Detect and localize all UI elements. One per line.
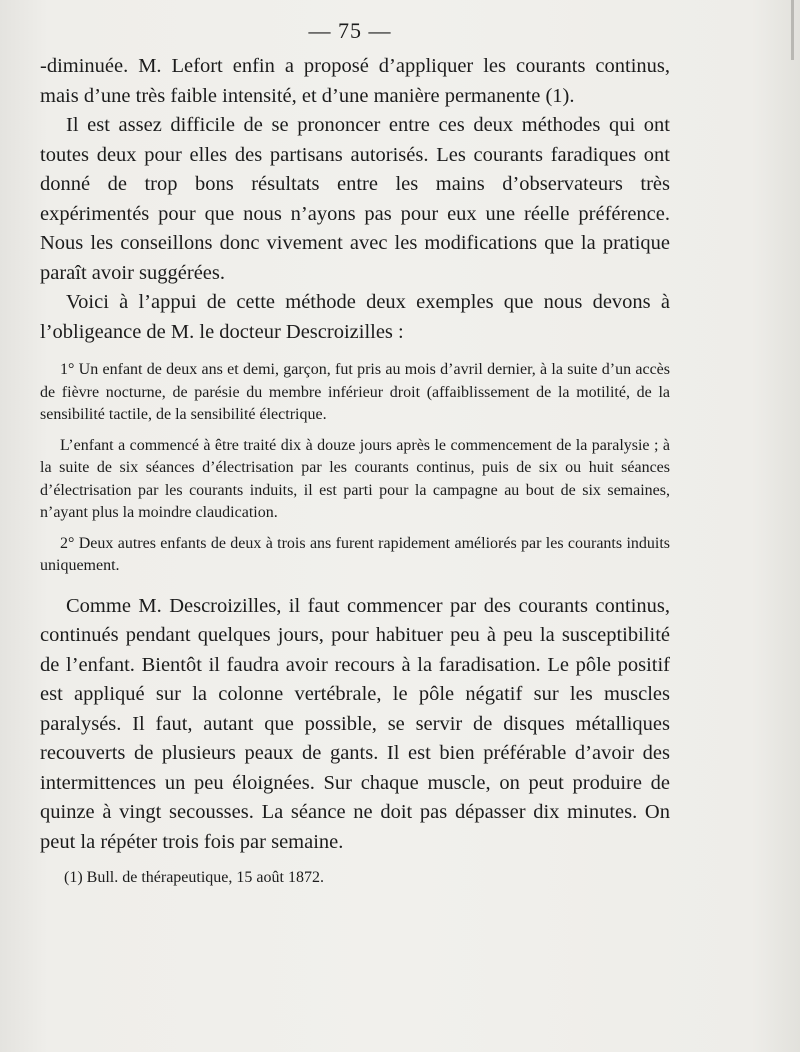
example-1: 1° Un enfant de deux ans et demi, garçon, fut pris au mois d’avril dernier, à la suite d’un accès de fièvre nocturne, de parésie du membre inférieur droit (affaiblissement de la motilité, de la sensibilité tactile, de la sensibilité électrique. [40,361,670,423]
main-text [40,52,670,347]
paragraph-continuation: -diminuée. M. Lefort enfin a proposé d’appliquer les courants continus, mais d’une très faible intensité, et d’une manière permanente (1). [40,55,670,107]
page-body [40,52,670,889]
example-2: 2° Deux autres enfants de deux à trois ans furent rapidement améliorés par les courants induits uniquement. [40,534,670,574]
closing-text [40,592,670,858]
paragraph-procedure: Comme M. Descroizilles, il faut commencer par des courants continus, continués pendant quelques jours, pour habituer peu à peu la susceptibilité de l’enfant. Bientôt il faudra avoir recours à la faradisation. Le pôle positif est appliqué sur la colonne vertébrale, le pôle négatif sur les muscles paralysés. Il faut, autant que possible, se servir de disques métalliques recouverts de plusieurs peaux de gants. Il est bien préférable d’avoir des intermittences un peu éloignées. Sur chaque muscle, on peut produire de quinze à vingt secousses. La séance ne doit pas dépasser dix minutes. On peut la répéter trois fois par semaine. [40,594,670,853]
scan-edge-mark [791,0,794,60]
examples-block [40,359,670,578]
paragraph-examples-intro: Voici à l’appui de cette méthode deux exemples que nous devons à l’obligeance de M. le docteur Descroizilles : [40,291,670,343]
footnote: (1) Bull. de thérapeutique, 15 août 1872. [64,869,324,886]
paragraph-methods: Il est assez difficile de se prononcer entre ces deux méthodes qui ont toutes deux pour elles des partisans autorisés. Les courants faradiques ont donné de trop bons résultats entre les mains d’observateurs très expérimentés pour que nous n’ayons pas pour eux une réelle préférence. Nous les conseillons donc vivement avec les modifications que la pratique paraît avoir suggérées. [40,114,670,284]
example-1-followup: L’enfant a commencé à être traité dix à douze jours après le commencement de la paralysie ; à la suite de six séances d’électrisation par les courants continus, puis de six ou huit séances d’électrisation par les courants induits, il est parti pour la campagne au bout de six semaines, n’ayant plus la moindre claudication. [40,436,670,521]
page-number: — 75 — [308,18,392,43]
